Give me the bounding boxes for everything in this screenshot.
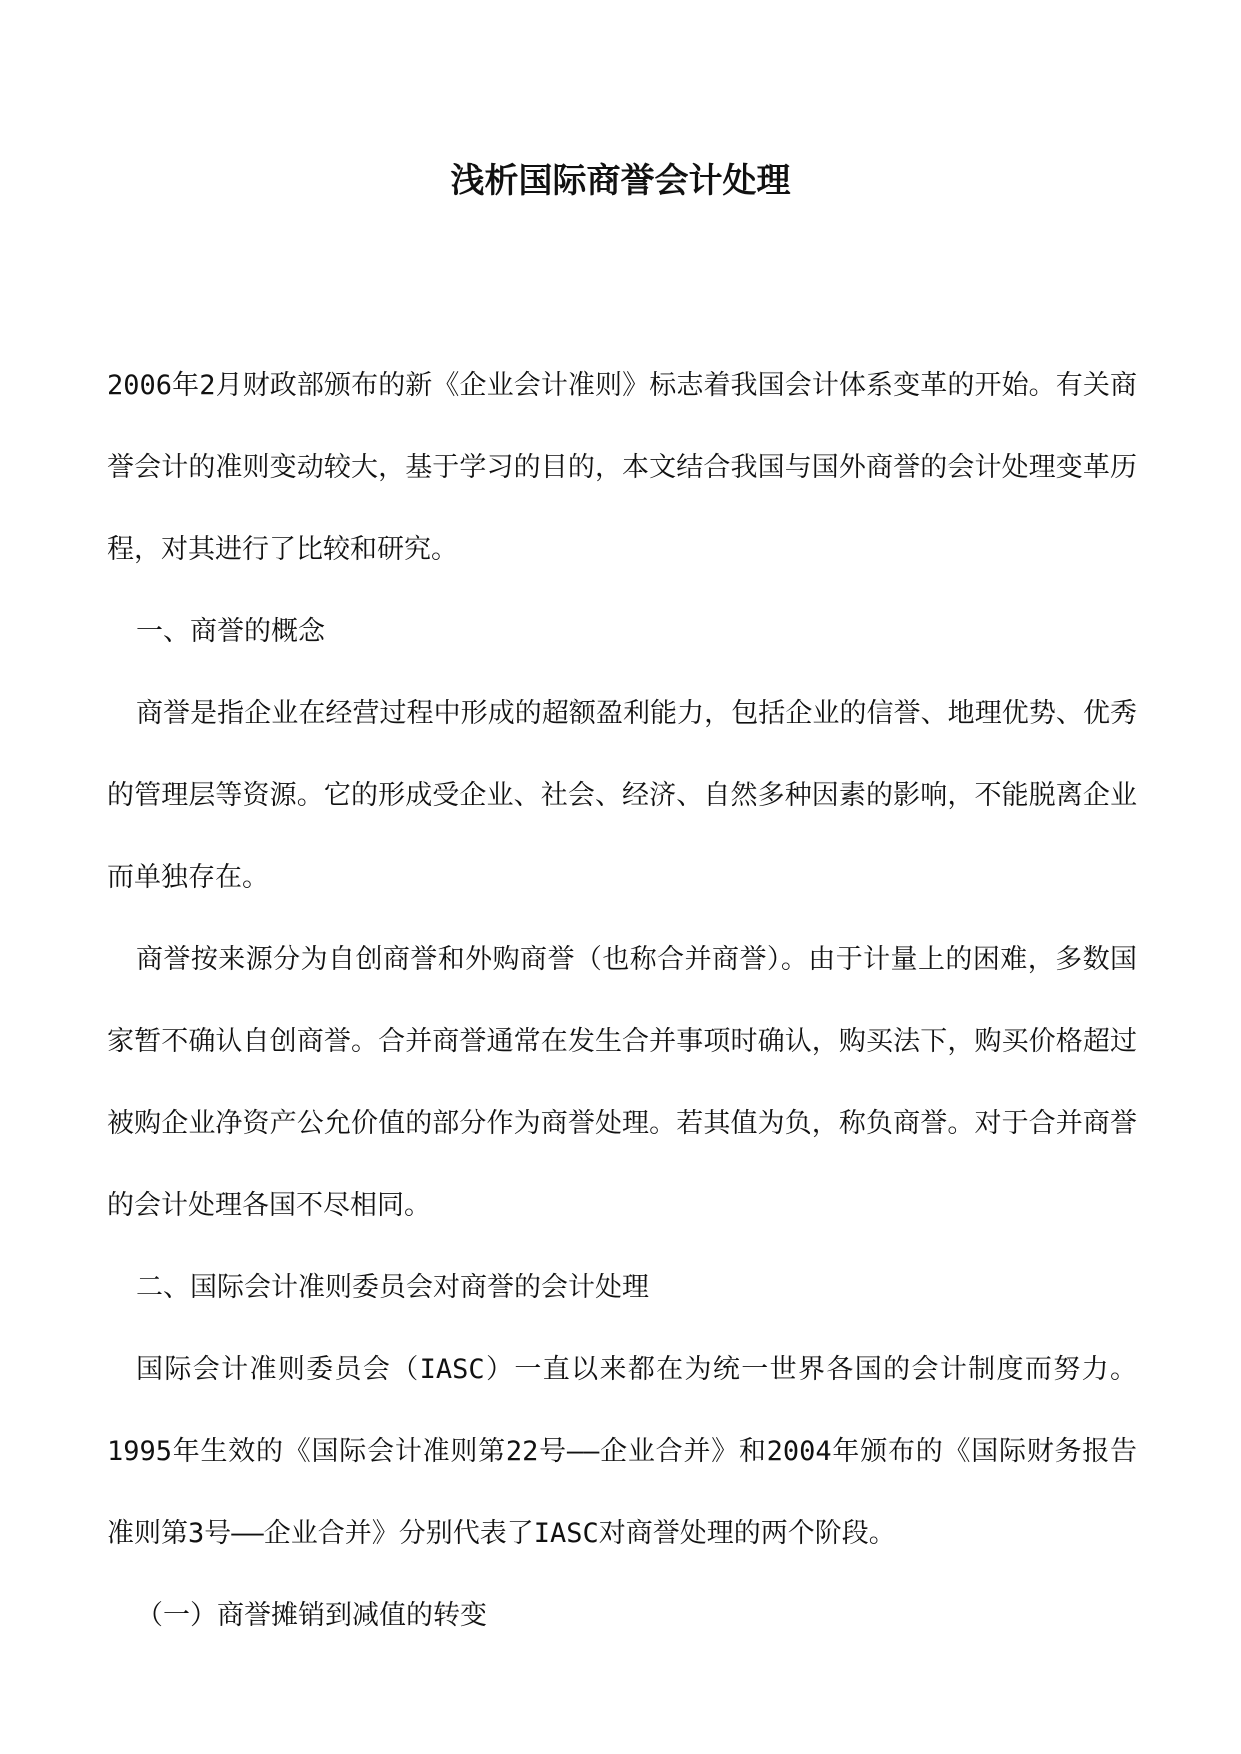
section-heading-1: 一、商誉的概念 — [136, 616, 325, 647]
document-body — [107, 345, 1137, 1657]
paragraph-goodwill-sources: 商誉按来源分为自创商誉和外购商誉（也称合并商誉）。由于计量上的困难，多数国家暂不确认自创商誉。合并商誉通常在发生合并事项时确认，购买法下，购买价格超过被购企业净资产公允价值的部分作为商誉处理。若其值为负，称负商誉。对于合并商誉的会计处理各国不尽相同。 — [107, 944, 1137, 1221]
paragraph-goodwill-concept: 商誉是指企业在经营过程中形成的超额盈利能力，包括企业的信誉、地理优势、优秀的管理层等资源。它的形成受企业、社会、经济、自然多种因素的影响，不能脱离企业而单独存在。 — [107, 698, 1137, 893]
document-title: 浅析国际商誉会计处理 — [450, 161, 791, 201]
subsection-heading-1: （一）商誉摊销到减值的转变 — [136, 1600, 487, 1631]
section-heading-2: 二、国际会计准则委员会对商誉的会计处理 — [136, 1272, 649, 1303]
paragraph-iasc: 国际会计准则委员会（IASC）一直以来都在为统一世界各国的会计制度而努力。1995年生效的《国际会计准则第22号——企业合并》和2004年颁布的《国际财务报告准则第3号——企业合并》分别代表了IASC对商誉处理的两个阶段。 — [107, 1354, 1137, 1549]
paragraph-intro: 2006年2月财政部颁布的新《企业会计准则》标志着我国会计体系变革的开始。有关商誉会计的准则变动较大，基于学习的目的，本文结合我国与国外商誉的会计处理变革历程，对其进行了比较和研究。 — [107, 370, 1137, 565]
